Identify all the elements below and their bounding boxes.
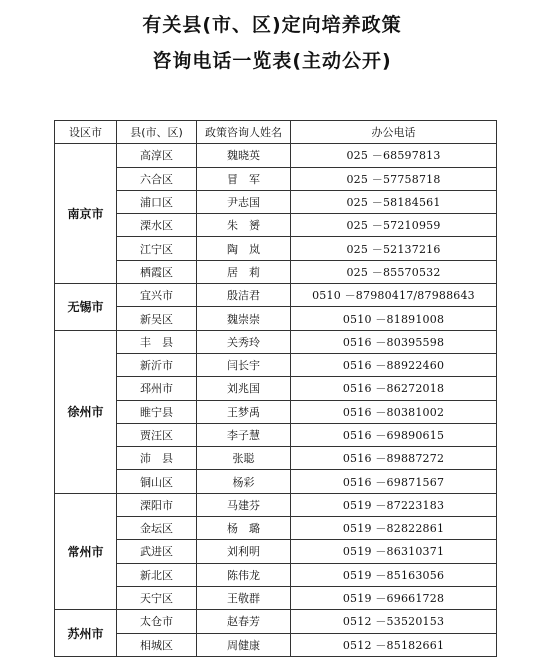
contact-name-cell: 冒 军 [197, 167, 291, 190]
contact-name-cell: 魏崇崇 [197, 307, 291, 330]
contact-name-cell: 陶 岚 [197, 237, 291, 260]
table-row [55, 144, 497, 167]
city-cell: 南京市 [55, 144, 117, 284]
city-cell: 苏州市 [55, 610, 117, 657]
phone-cell: 0516 －88922460 [291, 353, 497, 376]
contact-name-cell: 关秀玲 [197, 330, 291, 353]
phone-cell: 0516 －69871567 [291, 470, 497, 493]
contact-table [54, 120, 497, 657]
phone-cell: 0519 －87223183 [291, 493, 497, 516]
table-row [55, 284, 497, 307]
phone-cell: 0516 －80395598 [291, 330, 497, 353]
table-row [55, 540, 497, 563]
phone-cell: 0512 －53520153 [291, 610, 497, 633]
phone-cell: 025 －85570532 [291, 260, 497, 283]
table-row [55, 167, 497, 190]
table-body [55, 144, 497, 657]
table-row [55, 633, 497, 656]
city-cell: 徐州市 [55, 330, 117, 493]
phone-cell: 025 －58184561 [291, 190, 497, 213]
county-cell: 金坛区 [117, 517, 197, 540]
county-cell: 高淳区 [117, 144, 197, 167]
table-row [55, 307, 497, 330]
phone-cell: 0519 －69661728 [291, 586, 497, 609]
city-cell: 常州市 [55, 493, 117, 609]
phone-cell: 025 －68597813 [291, 144, 497, 167]
county-cell: 天宁区 [117, 586, 197, 609]
county-cell: 沛 县 [117, 447, 197, 470]
contact-name-cell: 居 莉 [197, 260, 291, 283]
county-cell: 太仓市 [117, 610, 197, 633]
county-cell: 铜山区 [117, 470, 197, 493]
contact-name-cell: 王敬群 [197, 586, 291, 609]
contact-name-cell: 周健康 [197, 633, 291, 656]
county-cell: 栖霞区 [117, 260, 197, 283]
table-row [55, 377, 497, 400]
county-cell: 江宁区 [117, 237, 197, 260]
phone-cell: 0516 －69890615 [291, 423, 497, 446]
table-row [55, 190, 497, 213]
contact-name-cell: 王梦禹 [197, 400, 291, 423]
county-cell: 武进区 [117, 540, 197, 563]
phone-cell: 0516 －89887272 [291, 447, 497, 470]
table-row [55, 214, 497, 237]
table-row [55, 260, 497, 283]
table-row [55, 330, 497, 353]
header-county: 县(市、区) [117, 121, 197, 144]
phone-cell: 0516 －80381002 [291, 400, 497, 423]
county-cell: 浦口区 [117, 190, 197, 213]
county-cell: 丰 县 [117, 330, 197, 353]
phone-cell: 0516 －86272018 [291, 377, 497, 400]
phone-cell: 025 －52137216 [291, 237, 497, 260]
contact-name-cell: 闫长宇 [197, 353, 291, 376]
header-city: 设区市 [55, 121, 117, 144]
table-row [55, 400, 497, 423]
table-row [55, 447, 497, 470]
table-row [55, 470, 497, 493]
contact-name-cell: 刘兆国 [197, 377, 291, 400]
county-cell: 宜兴市 [117, 284, 197, 307]
table-row [55, 493, 497, 516]
phone-cell: 025 －57758718 [291, 167, 497, 190]
county-cell: 新北区 [117, 563, 197, 586]
header-contact-name: 政策咨询人姓名 [197, 121, 291, 144]
county-cell: 邳州市 [117, 377, 197, 400]
table-row [55, 563, 497, 586]
contact-name-cell: 马建芬 [197, 493, 291, 516]
phone-cell: 0510 －81891008 [291, 307, 497, 330]
phone-cell: 0519 －85163056 [291, 563, 497, 586]
table-row [55, 353, 497, 376]
page-title: 有关县(市、区)定向培养政策 [142, 14, 402, 36]
county-cell: 睢宁县 [117, 400, 197, 423]
county-cell: 贾汪区 [117, 423, 197, 446]
county-cell: 新沂市 [117, 353, 197, 376]
phone-cell: 0512 －85182661 [291, 633, 497, 656]
contact-name-cell: 魏晓英 [197, 144, 291, 167]
contact-name-cell: 赵春芳 [197, 610, 291, 633]
county-cell: 新吴区 [117, 307, 197, 330]
contact-name-cell: 杨彩 [197, 470, 291, 493]
page-subtitle: 咨询电话一览表(主动公开) [152, 50, 392, 72]
table-row [55, 610, 497, 633]
contact-name-cell: 殷洁君 [197, 284, 291, 307]
contact-name-cell: 张聪 [197, 447, 291, 470]
table-row [55, 586, 497, 609]
table-row [55, 517, 497, 540]
contact-name-cell: 尹志国 [197, 190, 291, 213]
contact-name-cell: 李子慧 [197, 423, 291, 446]
phone-cell: 0510 －87980417/87988643 [291, 284, 497, 307]
table-row [55, 237, 497, 260]
county-cell: 溧水区 [117, 214, 197, 237]
phone-cell: 025 －57210959 [291, 214, 497, 237]
phone-cell: 0519 －86310371 [291, 540, 497, 563]
phone-cell: 0519 －82822861 [291, 517, 497, 540]
contact-name-cell: 朱 赟 [197, 214, 291, 237]
contact-name-cell: 刘利明 [197, 540, 291, 563]
table-row [55, 423, 497, 446]
county-cell: 相城区 [117, 633, 197, 656]
county-cell: 溧阳市 [117, 493, 197, 516]
contact-name-cell: 杨 璐 [197, 517, 291, 540]
county-cell: 六合区 [117, 167, 197, 190]
header-office-phone: 办公电话 [291, 121, 497, 144]
header-row [55, 121, 497, 144]
contact-name-cell: 陈伟龙 [197, 563, 291, 586]
city-cell: 无锡市 [55, 284, 117, 331]
